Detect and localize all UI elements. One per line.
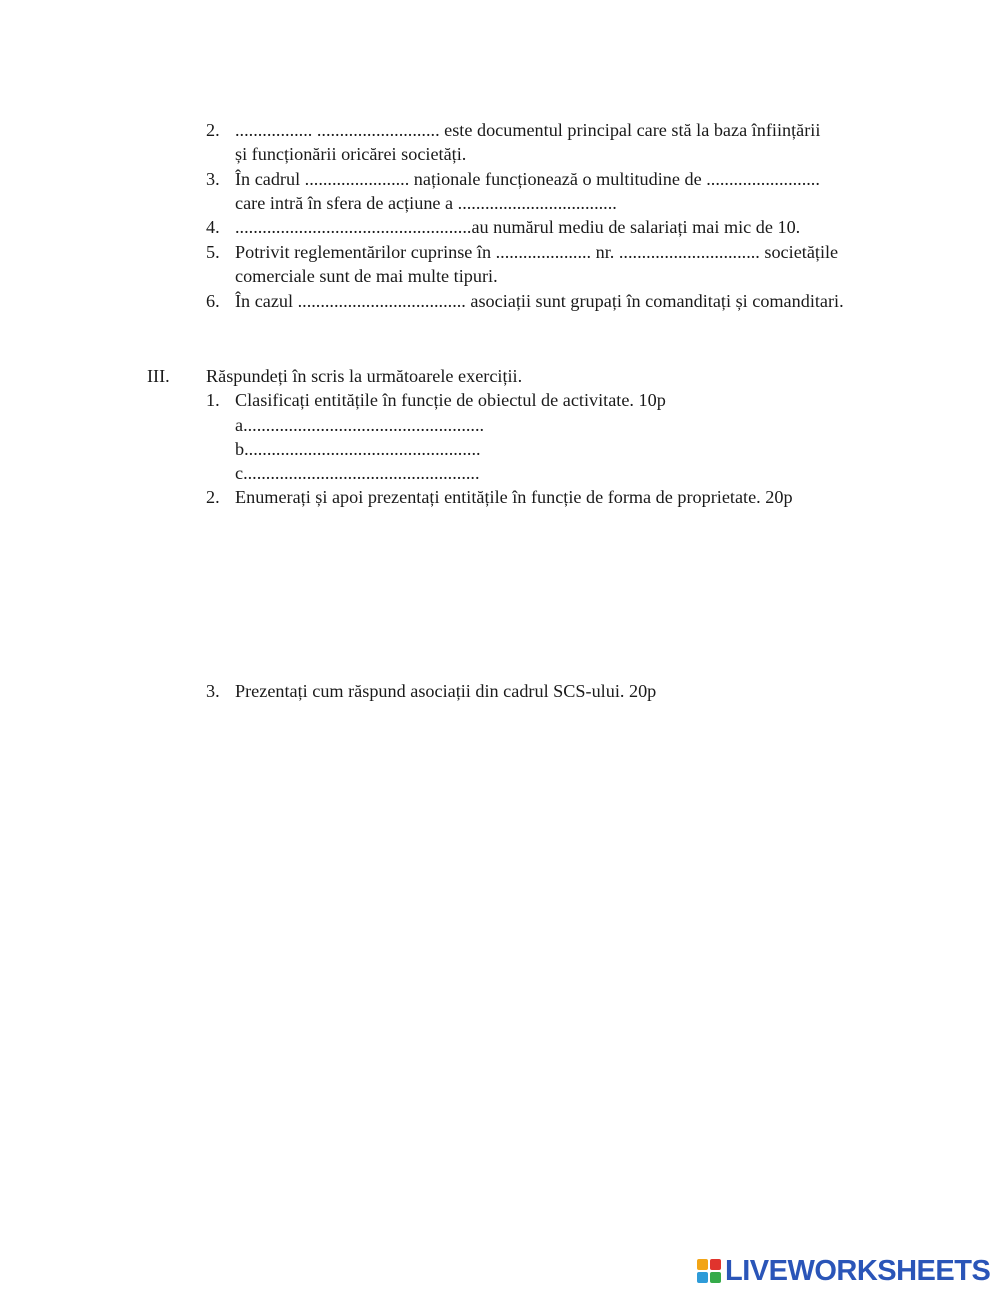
- item-line: În cazul ..................................... asociații sunt grupați în comanditați și comanditari.: [235, 291, 844, 311]
- section-numeral: III.: [147, 366, 170, 386]
- item-line: În cadrul ....................... naționale funcționează o multitudine de .........................: [235, 169, 820, 189]
- item-line: Potrivit reglementărilor cuprinse în ..................... nr. ............................... societățile: [235, 242, 839, 262]
- item-number: 3.: [206, 681, 220, 701]
- item-number: 1.: [206, 390, 220, 410]
- item-number: 2.: [206, 120, 220, 140]
- item-line: Prezentați cum răspund asociații din cadrul SCS-ului. 20p: [235, 681, 657, 701]
- item-number: 3.: [206, 169, 220, 189]
- logo-block: [697, 1259, 708, 1270]
- answer-line-c[interactable]: c....................................................: [235, 463, 480, 483]
- item-number: 2.: [206, 487, 220, 507]
- item-line: comerciale sunt de mai multe tipuri.: [235, 266, 498, 286]
- item-line: Enumerați și apoi prezentați entitățile în funcție de forma de proprietate. 20p: [235, 487, 793, 507]
- logo-blocks-icon: [697, 1259, 721, 1283]
- item-number: 4.: [206, 217, 220, 237]
- answer-line-a[interactable]: a.....................................................: [235, 415, 485, 435]
- logo-block: [697, 1272, 708, 1283]
- logo-block: [710, 1259, 721, 1270]
- liveworksheets-logo: [697, 1256, 990, 1286]
- logo-text: LIVEWORKSHEETS: [725, 1255, 991, 1287]
- item-line: care intră în sfera de acțiune a ...................................: [235, 193, 617, 213]
- item-line: și funcționării oricărei societăți.: [235, 144, 467, 164]
- section-heading: Răspundeți în scris la următoarele exerciții.: [206, 366, 523, 386]
- answer-line-b[interactable]: b....................................................: [235, 439, 481, 459]
- logo-block: [710, 1272, 721, 1283]
- item-number: 6.: [206, 291, 220, 311]
- item-line: ................. ........................... este documentul principal care stă la baza înființării: [235, 120, 821, 140]
- item-line: Clasificați entitățile în funcție de obiectul de activitate. 10p: [235, 390, 666, 410]
- item-number: 5.: [206, 242, 220, 262]
- item-line: ....................................................au numărul mediu de salariați mai mic de 10.: [235, 217, 801, 237]
